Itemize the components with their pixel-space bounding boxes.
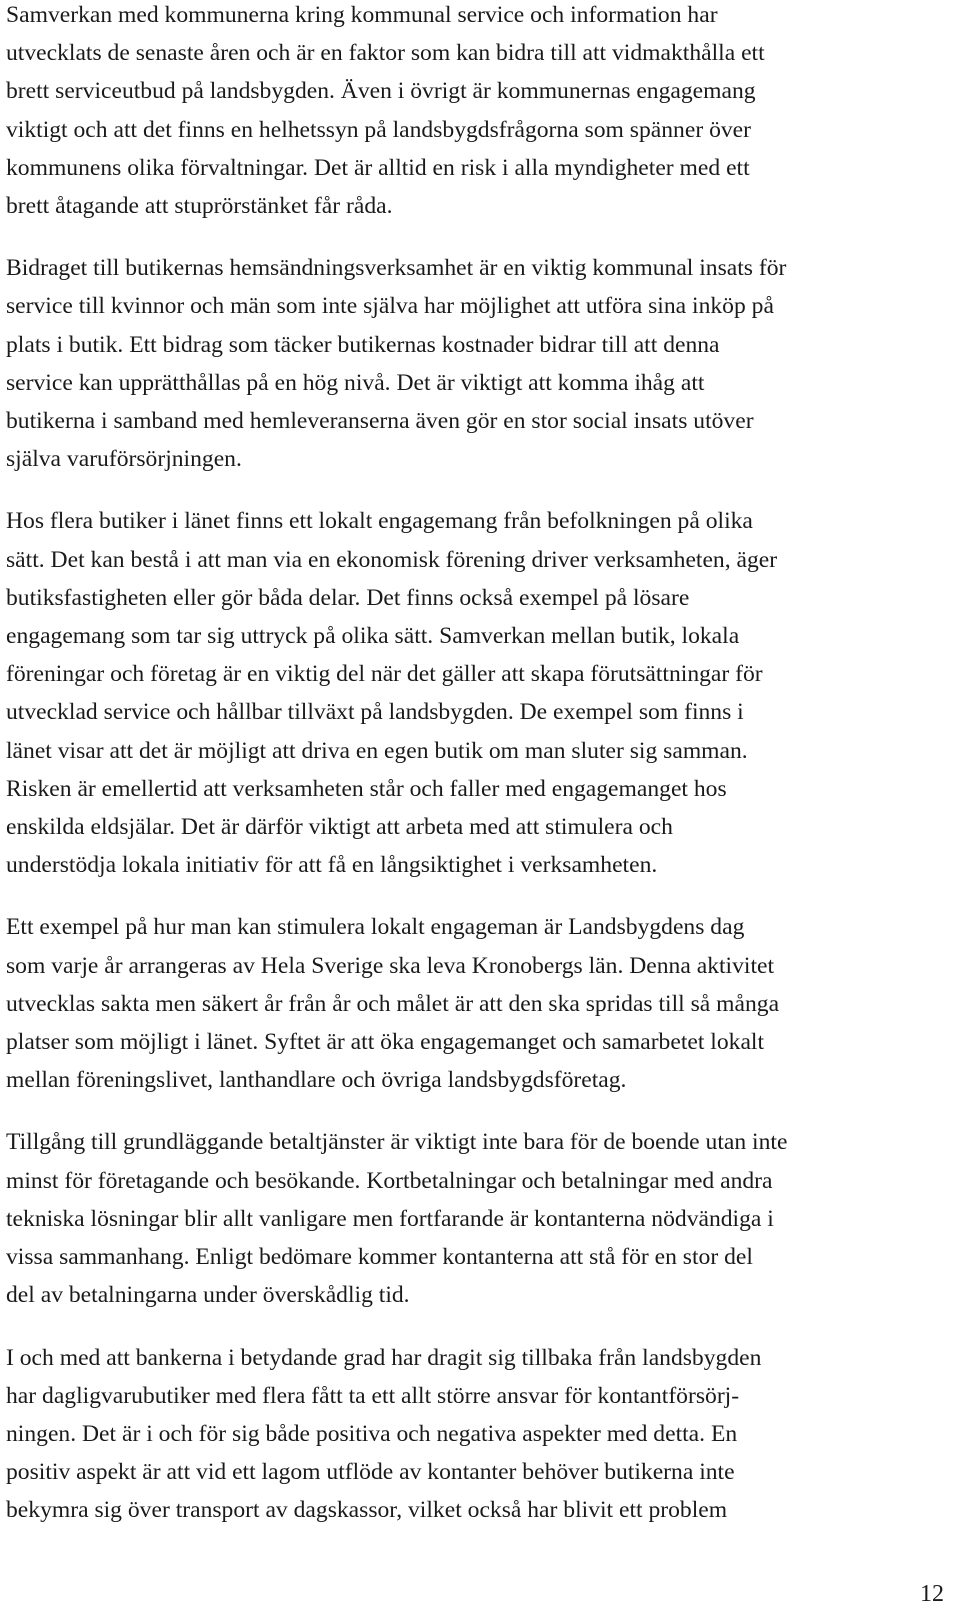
- text-line: brett serviceutbud på landsbygden. Även i övrigt är kommunernas engagemang: [6, 78, 756, 105]
- text-line: understödja lokala initiativ för att få en långsiktighet i verksamheten.: [6, 852, 658, 879]
- text-line: Risken är emellertid att verksamheten står och faller med engagemanget hos: [6, 775, 727, 802]
- text-line: platser som möjligt i länet. Syftet är att öka engagemanget och samarbetet lokalt: [6, 1029, 765, 1056]
- document-body: [6, 0, 936, 1530]
- text-line: föreningar och företag är en viktig del när det gäller att skapa förutsättningar för: [6, 661, 763, 688]
- text-line: enskilda eldsjälar. Det är därför viktigt att arbeta med att stimulera och: [6, 814, 673, 841]
- text-line: själva varuförsörjningen.: [6, 446, 242, 473]
- text-line: tekniska lösningar blir allt vanligare men fortfarande är kontanterna nödvändiga i: [6, 1205, 774, 1232]
- text-line: mellan föreningslivet, lanthandlare och övriga landsbygdsföretag.: [6, 1067, 627, 1094]
- paragraph-2: [6, 249, 936, 478]
- text-line: bekymra sig över transport av dagskassor, vilket också har blivit ett problem: [6, 1497, 728, 1524]
- text-line: brett åtagande att stuprörstänket får råda.: [6, 193, 393, 220]
- text-line: butiksfastigheten eller gör båda delar. Det finns också exempel på lösare: [6, 584, 690, 611]
- text-line: I och med att bankerna i betydande grad har dragit sig tillbaka från landsbygden: [6, 1344, 762, 1371]
- text-line: Hos flera butiker i länet finns ett lokalt engagemang från befolkningen på olika: [6, 508, 753, 535]
- text-line: service kan upprätthållas på en hög nivå. Det är viktigt att komma ihåg att: [6, 369, 705, 396]
- paragraph-3: [6, 502, 936, 884]
- text-line: utvecklad service och hållbar tillväxt på landsbygden. De exempel som finns i: [6, 699, 744, 726]
- text-line: länet visar att det är möjligt att driva en egen butik om man sluter sig samman.: [6, 737, 748, 764]
- text-line: Tillgång till grundläggande betaltjänster är viktigt inte bara för de boende utan inte: [6, 1129, 788, 1156]
- text-line: som varje år arrangeras av Hela Sverige ska leva Kronobergs län. Denna aktivitet: [6, 952, 775, 979]
- text-line: service till kvinnor och män som inte själva har möjlighet att utföra sina inköp på: [6, 293, 774, 320]
- text-line: positiv aspekt är att vid ett lagom utflöde av kontanter behöver butikerna inte: [6, 1459, 735, 1486]
- text-line: utvecklats de senaste åren och är en faktor som kan bidra till att vidmakthålla ett: [6, 40, 765, 67]
- page-number: 12: [920, 1581, 944, 1607]
- text-line: utvecklas sakta men säkert år från år och målet är att den ska spridas till så många: [6, 990, 780, 1017]
- text-line: Bidraget till butikernas hemsändningsverksamhet är en viktig kommunal insats för: [6, 255, 787, 282]
- text-line: plats i butik. Ett bidrag som täcker butikernas kostnader bidrar till att denna: [6, 331, 720, 358]
- text-line: del av betalningarna under överskådlig tid.: [6, 1282, 410, 1309]
- text-line: Samverkan med kommunerna kring kommunal service och information har: [6, 2, 718, 28]
- text-line: vissa sammanhang. Enligt bedömare kommer kontanterna att stå för en stor del: [6, 1244, 753, 1271]
- text-line: Ett exempel på hur man kan stimulera lokalt engageman är Landsbygdens dag: [6, 914, 745, 941]
- text-line: har dagligvarubutiker med flera fått ta ett allt större ansvar för kontantförsörj-: [6, 1382, 740, 1409]
- text-line: butikerna i samband med hemleveranserna även gör en stor social insats utöver: [6, 408, 754, 435]
- text-line: viktigt och att det finns en helhetssyn på landsbygdsfrågorna som spänner över: [6, 116, 752, 143]
- text-line: ningen. Det är i och för sig både positiva och negativa aspekter med detta. En: [6, 1420, 738, 1447]
- paragraph-1: [6, 0, 936, 225]
- text-line: kommunens olika förvaltningar. Det är alltid en risk i alla myndigheter med ett: [6, 154, 750, 181]
- paragraph-6: [6, 1339, 936, 1530]
- paragraph-5: [6, 1123, 936, 1314]
- paragraph-4: [6, 908, 936, 1099]
- text-line: minst för företagande och besökande. Kortbetalningar och betalningar med andra: [6, 1167, 773, 1194]
- text-line: engagemang som tar sig uttryck på olika sätt. Samverkan mellan butik, lokala: [6, 623, 740, 650]
- text-line: sätt. Det kan bestå i att man via en ekonomisk förening driver verksamheten, äger: [6, 546, 778, 573]
